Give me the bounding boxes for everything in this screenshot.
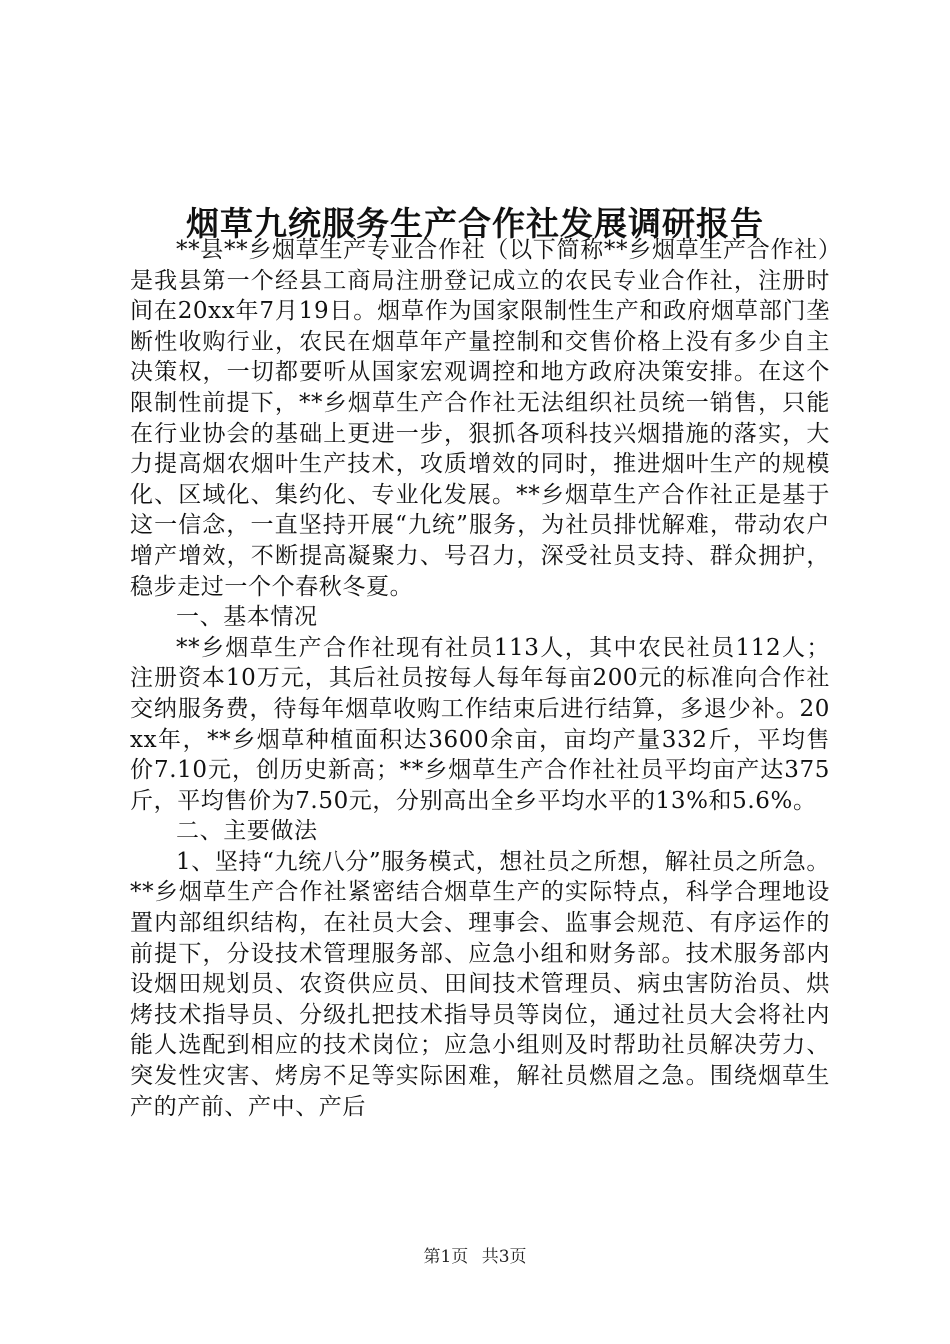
basic-situation-paragraph: **乡烟草生产合作社现有社员113人，其中农民社员112人；注册资本10万元，其后社员按每人每年每亩200元的标准向合作社交纳服务费，待每年烟草收购工作结束后进行结算，多退少补。20xx年，**乡烟草种植面积达3600余亩，亩均产量332斤，平均售价7.10元，创历史新高；**乡烟草生产合作社社员平均亩产达375斤，平均售价为7.50元，分别高出全乡平均水平的13%和5.6%。: [130, 634, 830, 814]
page-total: 共3页: [481, 1247, 527, 1267]
page-number: 第1页: [423, 1247, 469, 1267]
document-title: 烟草九统服务生产合作社发展调研报告: [186, 204, 764, 244]
document-body: [130, 235, 830, 1122]
intro-paragraph: **县**乡烟草生产专业合作社（以下简称**乡烟草生产合作社）是我县第一个经县工商局注册登记成立的农民专业合作社，注册时间在20xx年7月19日。烟草作为国家限制性生产和政府烟草部门垄断性收购行业，农民在烟草年产量控制和交售价格上没有多少自主决策权，一切都要听从国家宏观调控和地方政府决策安排。在这个限制性前提下，**乡烟草生产合作社无法组织社员统一销售，只能在行业协会的基础上更进一步，狠抓各项科技兴烟措施的落实，大力提高烟农烟叶生产技术，攻质增效的同时，推进烟叶生产的规模化、区域化、集约化、专业化发展。**乡烟草生产合作社正是基于这一信念，一直坚持开展“九统”服务，为社员排忧解难，带动农户增产增效，不断提高凝聚力、号召力，深受社员支持、群众拥护，稳步走过一个个春秋冬夏。: [130, 237, 830, 600]
section-heading-basic-situation: 一、基本情况: [176, 604, 318, 631]
page-footer: [0, 1246, 950, 1268]
main-practices-paragraph: 1、坚持“九统八分”服务模式，想社员之所想，解社员之所急。**乡烟草生产合作社紧密结合烟草生产的实际特点，科学合理地设置内部组织结构，在社员大会、理事会、监事会规范、有序运作的前提下，分设技术管理服务部、应急小组和财务部。技术服务部内设烟田规划员、农资供应员、田间技术管理员、病虫害防治员、烘烤技术指导员、分级扎把技术指导员等岗位，通过社员大会将社内能人选配到相应的技术岗位；应急小组则及时帮助社员解决劳力、突发性灾害、烤房不足等实际困难，解社员燃眉之急。围绕烟草生产的产前、产中、产后: [130, 848, 830, 1120]
section-heading-main-practices: 二、主要做法: [176, 818, 318, 845]
